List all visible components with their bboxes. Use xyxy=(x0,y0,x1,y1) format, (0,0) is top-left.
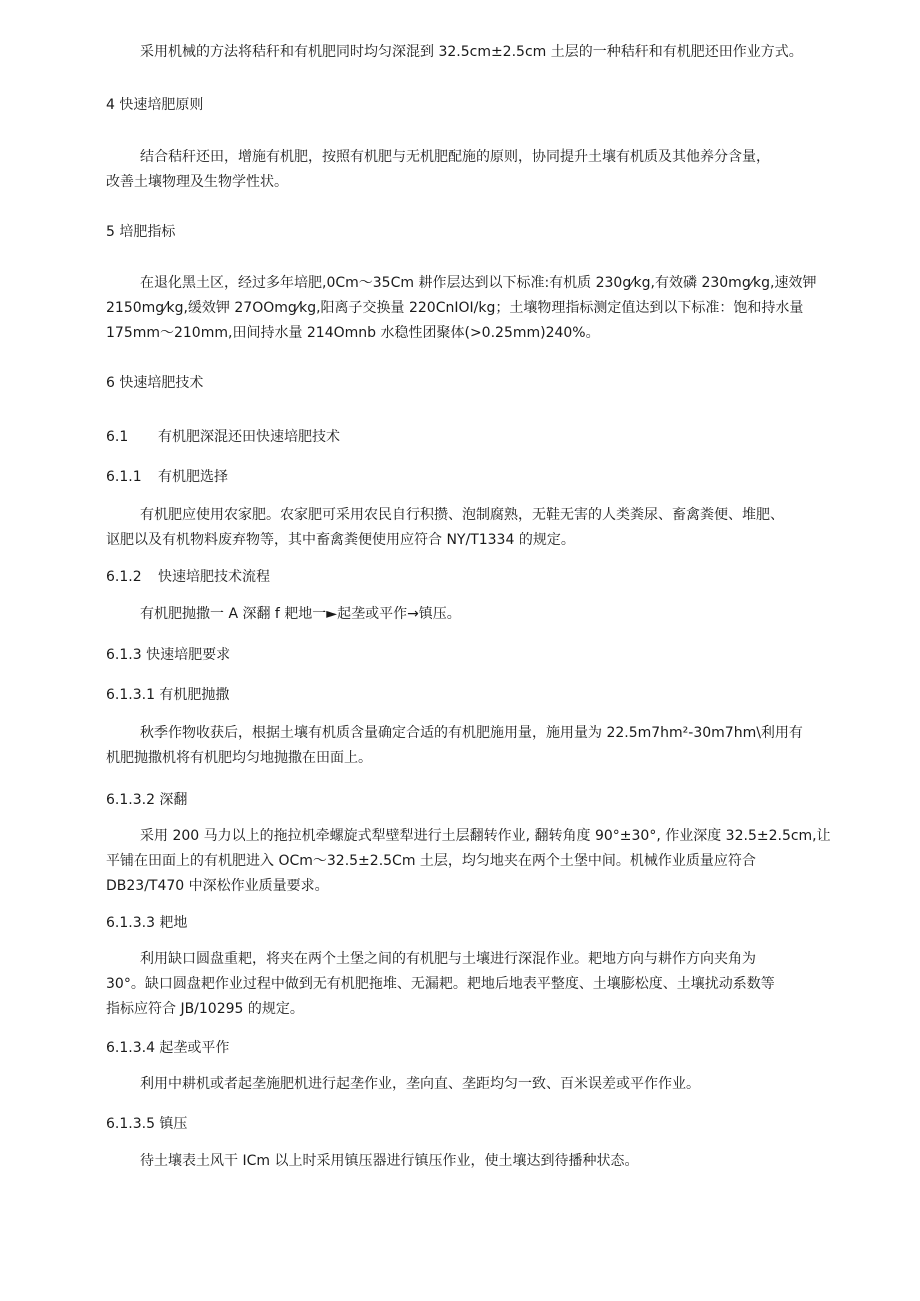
paragraph-definition: 采用机械的方法将秸秆和有机肥同时均匀深混到 32.5cm±2.5cm 土层的一种秸秆和有机肥还田作业方式。 xyxy=(140,44,803,60)
subsection-heading-6-1-3-3: 6.1.3.3 耙地 xyxy=(106,915,188,931)
paragraph-harrowing-line-3: 指标应符合 JB/10295 的规定。 xyxy=(106,1001,304,1017)
subsection-heading-6-1-1 xyxy=(106,467,228,487)
paragraph-indicators-line-1: 在退化黑土区，经过多年培肥,0Cm～35Cm 耕作层达到以下标准:有机质 230g⁄kg,有效磷 230mg⁄kg,速效钾 xyxy=(140,275,817,291)
subsection-title: 快速培肥技术流程 xyxy=(158,569,270,585)
subsection-number: 6.1 xyxy=(106,429,129,445)
paragraph-deep-plowing-line-1: 采用 200 马力以上的拖拉机牵螺旋式犁壁犁进行土层翻转作业, 翻转角度 90°±30°, 作业深度 32.5±2.5cm,让 xyxy=(140,828,831,844)
paragraph-principle-line-1: 结合秸秆还田，增施有机肥，按照有机肥与无机肥配施的原则，协同提升土壤有机质及其他养分含量， xyxy=(140,149,770,165)
subsection-heading-6-1-3: 6.1.3 快速培肥要求 xyxy=(106,647,231,663)
paragraph-ridging: 利用中耕机或者起垄施肥机进行起垄作业，垄向直、垄距均匀一致、百米误差或平作作业。 xyxy=(140,1076,700,1092)
subsection-number: 6.1.1 xyxy=(106,469,142,485)
paragraph-fertilizer-selection-line-2: 讴肥以及有机物料废弃物等，其中畜禽粪便使用应符合 NY/T1334 的规定。 xyxy=(106,532,575,548)
paragraph-deep-plowing-line-2: 平铺在田面上的有机肥进入 OCm～32.5±2.5Cm 土层，均匀地夹在两个土堡中间。机械作业质量应符合 xyxy=(106,853,756,869)
subsection-heading-6-1-3-4: 6.1.3.4 起垄或平作 xyxy=(106,1040,230,1056)
paragraph-principle-line-2: 改善土壤物理及生物学性状。 xyxy=(106,174,288,190)
subsection-title: 有机肥选择 xyxy=(158,469,228,485)
section-heading-5: 5 培肥指标 xyxy=(106,224,176,240)
subsection-heading-6-1-3-5: 6.1.3.5 镇压 xyxy=(106,1116,188,1132)
paragraph-spreading-line-2: 机肥抛撒机将有机肥均匀地抛撒在田面上。 xyxy=(106,750,372,766)
paragraph-harrowing-line-2: 30°。缺口圆盘耙作业过程中做到无有机肥拖堆、无漏耙。耙地后地表平整度、土壤膨松度、土壤扰动系数等 xyxy=(106,976,775,992)
paragraph-indicators-line-2: 2150mg⁄kg,缓效钾 27OOmg⁄kg,阳离子交换量 220CnIOI/kg；土壤物理指标测定值达到以下标准：饱和持水量 xyxy=(106,300,804,316)
section-heading-6: 6 快速培肥技术 xyxy=(106,375,204,391)
subsection-heading-6-1-3-1: 6.1.3.1 有机肥抛撒 xyxy=(106,687,230,703)
paragraph-compaction: 待土壤表土风干 ICm 以上时采用镇压器进行镇压作业，使土壤达到待播种状态。 xyxy=(140,1153,639,1169)
section-heading-4: 4 快速培肥原则 xyxy=(106,97,204,113)
subsection-number: 6.1.2 xyxy=(106,569,142,585)
paragraph-deep-plowing-line-3: DB23/T470 中深松作业质量要求。 xyxy=(106,878,329,894)
subsection-heading-6-1-3-2: 6.1.3.2 深翻 xyxy=(106,792,188,808)
paragraph-fertilizer-selection-line-1: 有机肥应使用农家肥。农家肥可采用农民自行积攒、泡制腐熟，无鞋无害的人类粪尿、畜禽粪便、堆肥、 xyxy=(140,507,784,523)
subsection-heading-6-1-2 xyxy=(106,567,270,587)
paragraph-harrowing-line-1: 利用缺口圆盘重耙，将夹在两个土堡之间的有机肥与土壤进行深混作业。耙地方向与耕作方向夹角为 xyxy=(140,951,756,967)
subsection-heading-6-1 xyxy=(106,427,340,447)
paragraph-indicators-line-3: 175mm～210mm,田间持水量 214Omnb 水稳性团聚体(>0.25mm)240%。 xyxy=(106,325,600,341)
subsection-title: 有机肥深混还田快速培肥技术 xyxy=(158,429,340,445)
paragraph-spreading-line-1: 秋季作物收获后，根据土壤有机质含量确定合适的有机肥施用量，施用量为 22.5m7hm²-30m7hm\利用有 xyxy=(140,725,803,741)
paragraph-process-flow: 有机肥抛撒一 A 深翻 f 耙地一►起垄或平作→镇压。 xyxy=(140,606,461,622)
